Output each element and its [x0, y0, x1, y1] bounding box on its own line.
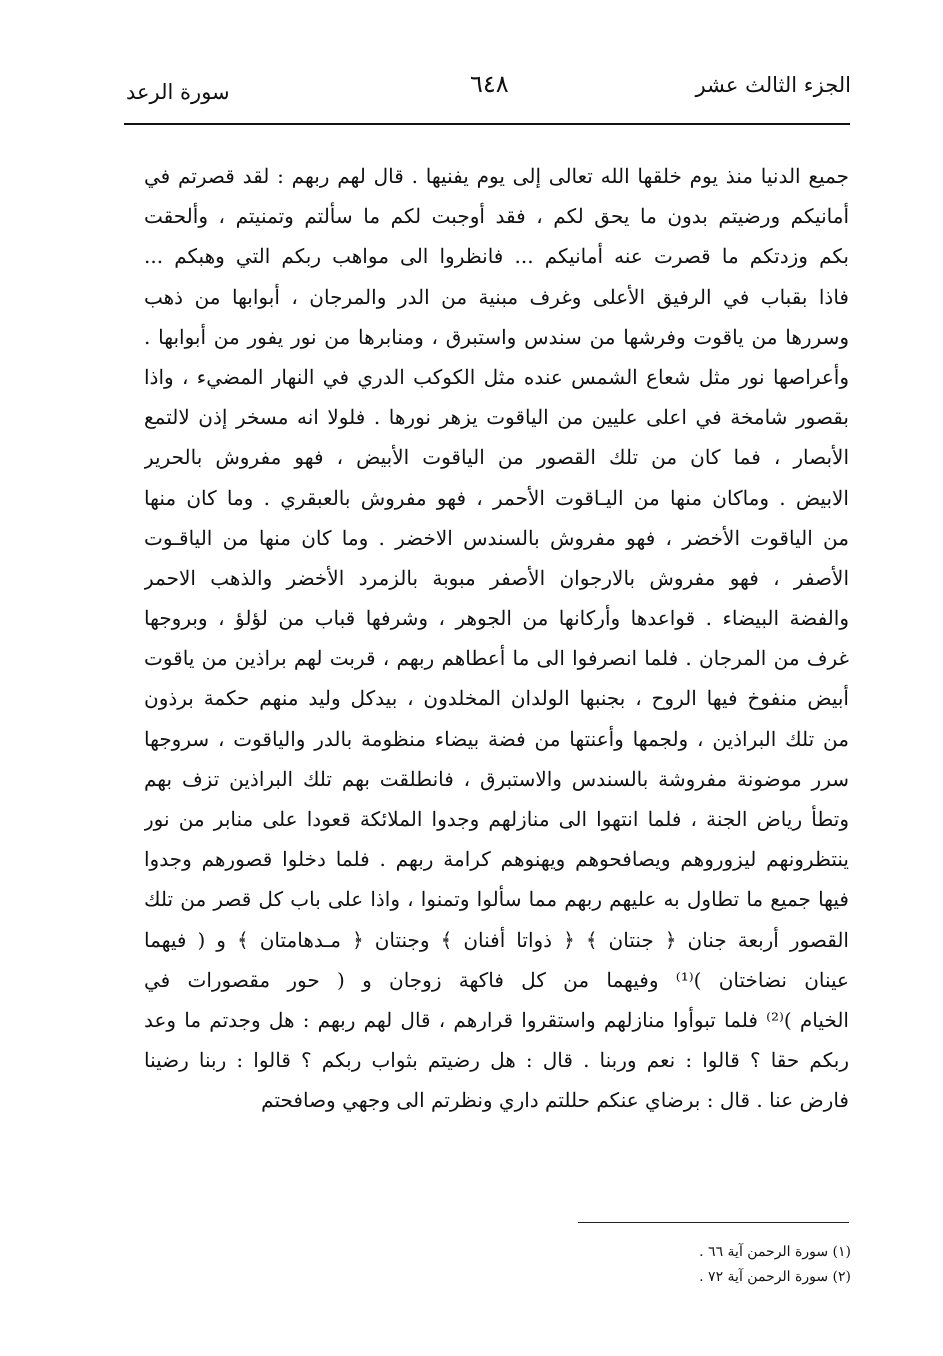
body-text: [144, 156, 849, 1121]
footnote: (١) سورة الرحمن آية ٦٦ .: [699, 1244, 851, 1260]
text-line: فيها جميع ما تطاول به عليهم ربهم مما سألوا وتمنوا ، واذا على باب كل قصر من تلك: [144, 887, 849, 912]
text-line: أمانيكم ورضيتم بدون ما يحق لكم ، فقد أوجبت لكم ما سألتم وتمنيتم ، وألحقت: [144, 204, 849, 229]
text-line: وسررها من ياقوت وفرشها من سندس واستبرق ، ومنابرها من نور يفور من أبوابها .: [144, 324, 849, 349]
text-line: من تلك البراذين ، ولجمها وأعنتها من فضة بيضاء منظومة بالدر والياقوت ، سروجها: [144, 726, 849, 751]
text-line: فاذا بقباب في الرفيق الأعلى وغرف مبنية من الدر والمرجان ، أبوابها من ذهب: [144, 284, 849, 309]
footnote: (٢) سورة الرحمن آية ٧٢ .: [699, 1269, 851, 1285]
text-line: الابيض . وماكان منها من اليـاقوت الأحمر ، فهو مفروش بالعبقري . وما كان منها: [144, 485, 849, 510]
header-divider: [124, 123, 850, 125]
text-line: ينتظرونهم ليزوروهم ويصافحوهم ويهنوهم كرامة ربهم . فلما دخلوا قصورهم وجدوا: [144, 847, 849, 872]
text-line: فارض عنا . قال : برضاي عنكم حللتم داري ونظرتم الى وجهي وصافحتم: [261, 1088, 849, 1113]
text-line: من الياقوت الأخضر ، فهو مفروش بالسندس الاخضر . وما كان منها من الياقـوت: [144, 525, 849, 550]
text-line: غرف من المرجان . فلما انصرفوا الى ما أعطاهم ربهم ، قربت لهم براذين من ياقوت: [144, 646, 849, 671]
text-line: سرر موضونة مفروشة بالسندس والاستبرق ، فانطلقت بهم تلك البراذين تزف بهم: [144, 766, 849, 791]
text-line: جميع الدنيا منذ يوم خلقها الله تعالى إلى يوم يفنيها . قال لهم ربهم : لقد قصرتم في: [144, 164, 849, 188]
surah-title: سورة الرعد: [126, 80, 230, 104]
text-line: وتطأ رياض الجنة ، فلما انتهوا الى منازلهم وجدوا الملائكة قعودا على منابر من نور: [144, 807, 849, 831]
part-title: الجزء الثالث عشر: [695, 73, 851, 97]
text-line: بقصور شامخة في اعلى عليين من الياقوت يزهر نورها . فلولا انه مسخر إذن لالتمع: [144, 405, 849, 430]
text-line: بكم وزدتكم ما قصرت عنه أمانيكم ... فانظروا الى مواهب ربكم التي وهبكم ...: [144, 244, 849, 269]
text-line: أبيض منفوخ فيها الروح ، بجنبها الولدان المخلدون ، بيدكل وليد منهم حكمة برذون: [144, 686, 849, 711]
text-line: الأصفر ، فهو مفروش بالارجوان الأصفر مبوبة بالزمرد الأخضر والذهب الاحمر: [144, 565, 849, 590]
text-line: وأعراصها نور مثل شعاع الشمس عنده مثل الكوكب الدري في النهار المضيء ، واذا: [144, 364, 849, 389]
text-line: القصور أربعة جنان ﴿ جنتان ﴾ ﴿ ذواتا أفنان ﴾ وجنتان ﴿ مـدهامتان ﴾ و ( فيهما: [144, 927, 849, 952]
page-number: ٦٤٨: [470, 70, 509, 98]
text-line: عينان نضاختان )⁽¹⁾ وفيهما من كل فاكهة زوجان و ( حور مقصورات في: [144, 967, 849, 992]
text-line: الخيام )⁽²⁾ فلما تبوأوا منازلهم واستقروا قرارهم ، قال لهم ربهم : هل وجدتم ما وعد: [144, 1007, 849, 1032]
text-line: الأبصار ، فما كان من تلك القصور من الياقوت الأبيض ، فهو مفروش بالحرير: [144, 445, 849, 470]
text-line: ربكم حقا ؟ قالوا : نعم وربنا . قال : هل رضيتم بثواب ربكم ؟ قالوا : ربنا رضينا: [144, 1048, 849, 1073]
footnotes: [551, 1240, 851, 1290]
footnote-divider: [578, 1222, 849, 1223]
text-line: والفضة البيضاء . قواعدها وأركانها من الجوهر ، وشرفها قباب من لؤلؤ ، وبروجها: [144, 606, 849, 631]
